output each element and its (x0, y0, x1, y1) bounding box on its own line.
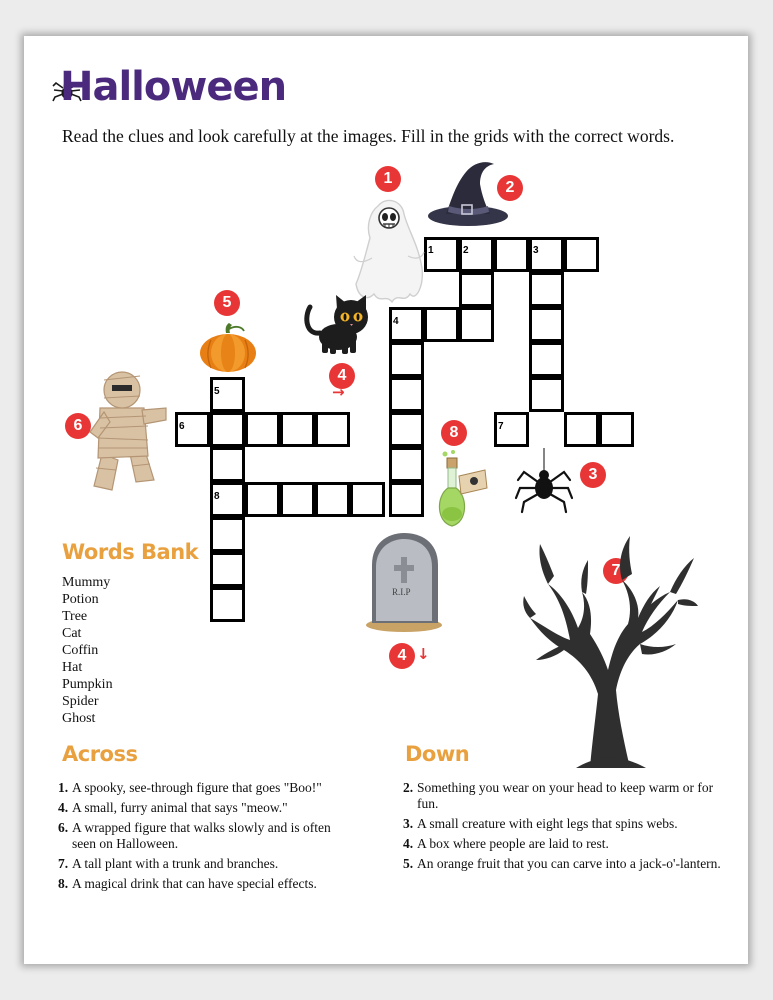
picture-badge-4: 4 (329, 363, 355, 389)
grid-cell[interactable] (389, 342, 424, 377)
instructions-text: Read the clues and look carefully at the images. Fill in the grids with the correct words. (62, 126, 675, 146)
grid-cell[interactable] (280, 482, 315, 517)
across-heading: Across (62, 742, 138, 766)
grid-number: 4 (393, 316, 399, 327)
grid-cell[interactable] (210, 447, 245, 482)
across-arrow-icon: → (332, 383, 345, 401)
across-clue: 6. A wrapped figure that walks slowly and is often seen on Halloween. (58, 820, 331, 851)
grid-cell[interactable] (210, 412, 245, 447)
down-heading: Down (405, 742, 470, 766)
grid-cell[interactable] (564, 412, 599, 447)
across-clue: 7. A tall plant with a trunk and branches. (58, 856, 279, 871)
grid-cell[interactable] (599, 412, 634, 447)
down-clue: 3. A small creature with eight legs that spins webs. (403, 816, 678, 831)
grid-number: 5 (214, 386, 220, 397)
grid-cell[interactable] (529, 272, 564, 307)
grid-cell[interactable] (315, 412, 350, 447)
grid-cell[interactable] (389, 482, 424, 517)
words-bank-item: Ghost (62, 711, 96, 726)
picture-badge-7: 7 (603, 558, 629, 584)
dead-tree-icon (520, 514, 700, 768)
grid-number: 1 (428, 245, 434, 256)
picture-badge-6: 6 (65, 413, 91, 439)
across-clues (58, 780, 358, 896)
grid-number: 6 (179, 421, 185, 432)
down-clue: 5. An orange fruit that you can carve into a jack-o'-lantern. (403, 856, 721, 871)
picture-badge-3: 3 (580, 462, 606, 488)
words-bank-item: Hat (62, 660, 83, 675)
words-bank-item: Tree (62, 609, 88, 624)
grid-cell[interactable] (210, 552, 245, 587)
words-bank-item: Mummy (62, 575, 111, 590)
words-bank-list (62, 574, 113, 727)
words-bank-item: Spider (62, 694, 99, 709)
picture-badge-8: 8 (441, 420, 467, 446)
grid-number: 2 (463, 245, 469, 256)
grid-cell[interactable] (529, 307, 564, 342)
mummy-icon (92, 368, 168, 494)
grid-number: 7 (498, 421, 504, 432)
down-arrow-icon: ↓ (417, 645, 430, 663)
picture-badge-4-down: 4 (389, 643, 415, 669)
grid-cell[interactable] (280, 412, 315, 447)
down-clue: 2. Something you wear on your head to keep warm or for fun. (403, 780, 714, 811)
tombstone-label: R.I.P (392, 587, 411, 597)
pumpkin-icon (198, 323, 258, 373)
grid-cell[interactable] (389, 377, 424, 412)
grid-cell[interactable] (245, 482, 280, 517)
grid-cell[interactable] (459, 272, 494, 307)
ghost-icon (352, 198, 424, 304)
grid-cell[interactable] (245, 412, 280, 447)
words-bank-item: Cat (62, 626, 82, 641)
grid-cell[interactable] (389, 447, 424, 482)
grid-cell[interactable] (210, 587, 245, 622)
grid-cell[interactable] (424, 307, 459, 342)
black-cat-icon (300, 293, 378, 355)
words-bank-item: Potion (62, 592, 99, 607)
across-clue: 8. A magical drink that can have special effects. (58, 876, 317, 891)
grid-cell[interactable] (315, 482, 350, 517)
page-title: Halloween (60, 64, 287, 110)
across-clue: 4. A small, furry animal that says "meow." (58, 800, 288, 815)
grid-cell[interactable] (389, 412, 424, 447)
grid-cell[interactable] (494, 237, 529, 272)
down-clues (403, 780, 723, 876)
potion-icon (437, 450, 489, 530)
tombstone-icon (364, 531, 446, 633)
picture-badge-5: 5 (214, 290, 240, 316)
words-bank-heading: Words Bank (62, 540, 199, 564)
grid-cell[interactable] (210, 517, 245, 552)
grid-cell[interactable] (350, 482, 385, 517)
witch-hat-icon (428, 158, 510, 228)
grid-number: 8 (214, 491, 220, 502)
grid-number: 3 (533, 245, 539, 256)
grid-cell[interactable] (529, 342, 564, 377)
words-bank-item: Coffin (62, 643, 99, 658)
grid-cell[interactable] (529, 377, 564, 412)
grid-cell[interactable] (459, 307, 494, 342)
across-clue: 1. A spooky, see-through figure that goes "Boo!" (58, 780, 322, 795)
words-bank-item: Pumpkin (62, 677, 113, 692)
down-clue: 4. A box where people are laid to rest. (403, 836, 609, 851)
grid-cell[interactable] (564, 237, 599, 272)
picture-badge-2: 2 (497, 175, 523, 201)
picture-badge-1: 1 (375, 166, 401, 192)
hanging-spider-icon (514, 448, 574, 514)
